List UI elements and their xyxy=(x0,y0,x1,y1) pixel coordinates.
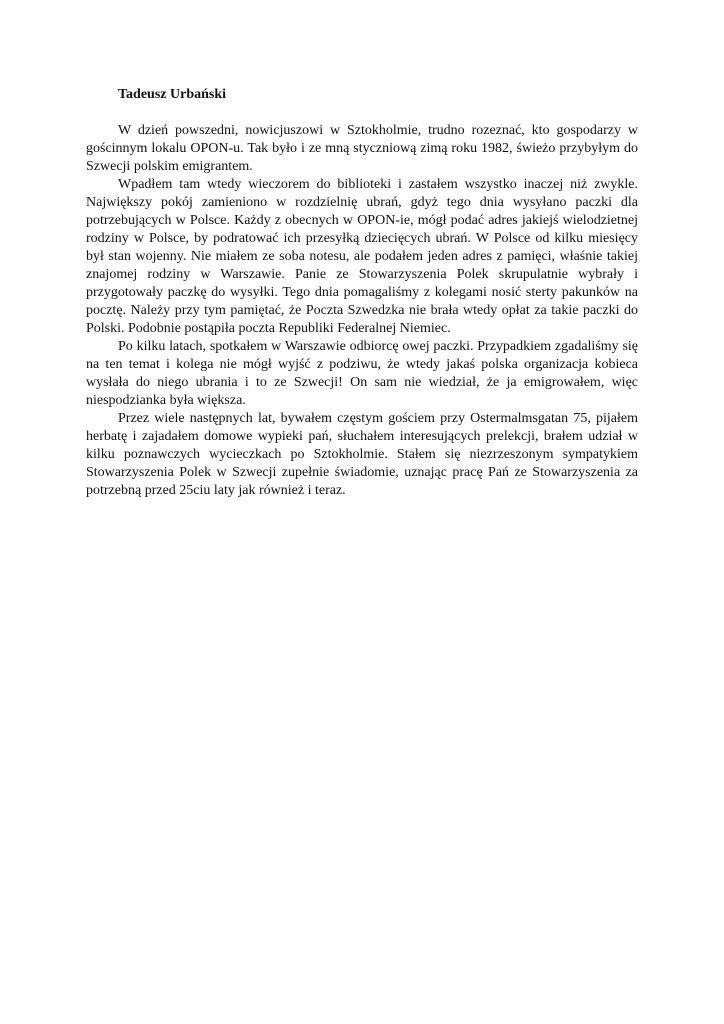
document-body xyxy=(86,86,638,500)
paragraph-4: Przez wiele następnych lat, bywałem częstym gościem przy Ostermalmsgatan 75, pijałem herbatę i zajadałem domowe wypieki pań, słuchałem interesujących prelekcji, brałem udział w kilku poznawczych wycieczkach po Sztokholmie. Stałem się niezrzeszonym sympatykiem Stowarzyszenia Polek w Szwecji zupełnie świadomie, uznając pracę Pań ze Stowarzyszenia za potrzebną przed 25ciu laty jak również i teraz. xyxy=(86,411,638,498)
paragraph-2: Wpadłem tam wtedy wieczorem do biblioteki i zastałem wszystko inaczej niż zwykle. Największy pokój zamieniono w rozdzielnię ubrań, gdyż tego dnia wysyłano paczki dla potrzebujących w Polsce. Każdy z obecnych w OPON-ie, mógł podać adres jakiejś wielodzietnej rodziny w Polsce, by podratować ich przesyłką dziecięcych ubrań. W Polsce od kilku miesięcy był stan wojenny. Nie miałem ze soba notesu, ale podałem jeden adres z pamięci, właśnie takiej znajomej rodziny w Warszawie. Panie ze Stowarzyszenia Polek skrupulatnie wybrały i przygotowały paczkę do wysyłki. Tego dnia pomagaliśmy z kolegami nosić sterty pakunków na pocztę. Należy przy tym pamiętać, że Poczta Szwedzka nie brała wtedy opłat za takie paczki do Polski. Podobnie postąpiła poczta Republiki Federalnej Niemiec. xyxy=(86,177,638,336)
author-heading: Tadeusz Urbański xyxy=(118,87,227,102)
paragraph-3: Po kilku latach, spotkałem w Warszawie odbiorcę owej paczki. Przypadkiem zgadaliśmy się na ten temat i kolega nie mógł wyjść z podziwu, że wtedy jakaś polska organizacja kobieca wysłała do niego ubrania i to ze Szwecji! On sam nie wiedział, że ja emigrowałem, więc niespodzianka była większa. xyxy=(86,339,638,408)
paragraph-1: W dzień powszedni, nowicjuszowi w Sztokholmie, trudno rozeznać, kto gospodarzy w gościnnym lokalu OPON-u. Tak było i ze mną styczniową zimą roku 1982, świeżo przybyłym do Szwecji polskim emigrantem. xyxy=(86,123,638,174)
